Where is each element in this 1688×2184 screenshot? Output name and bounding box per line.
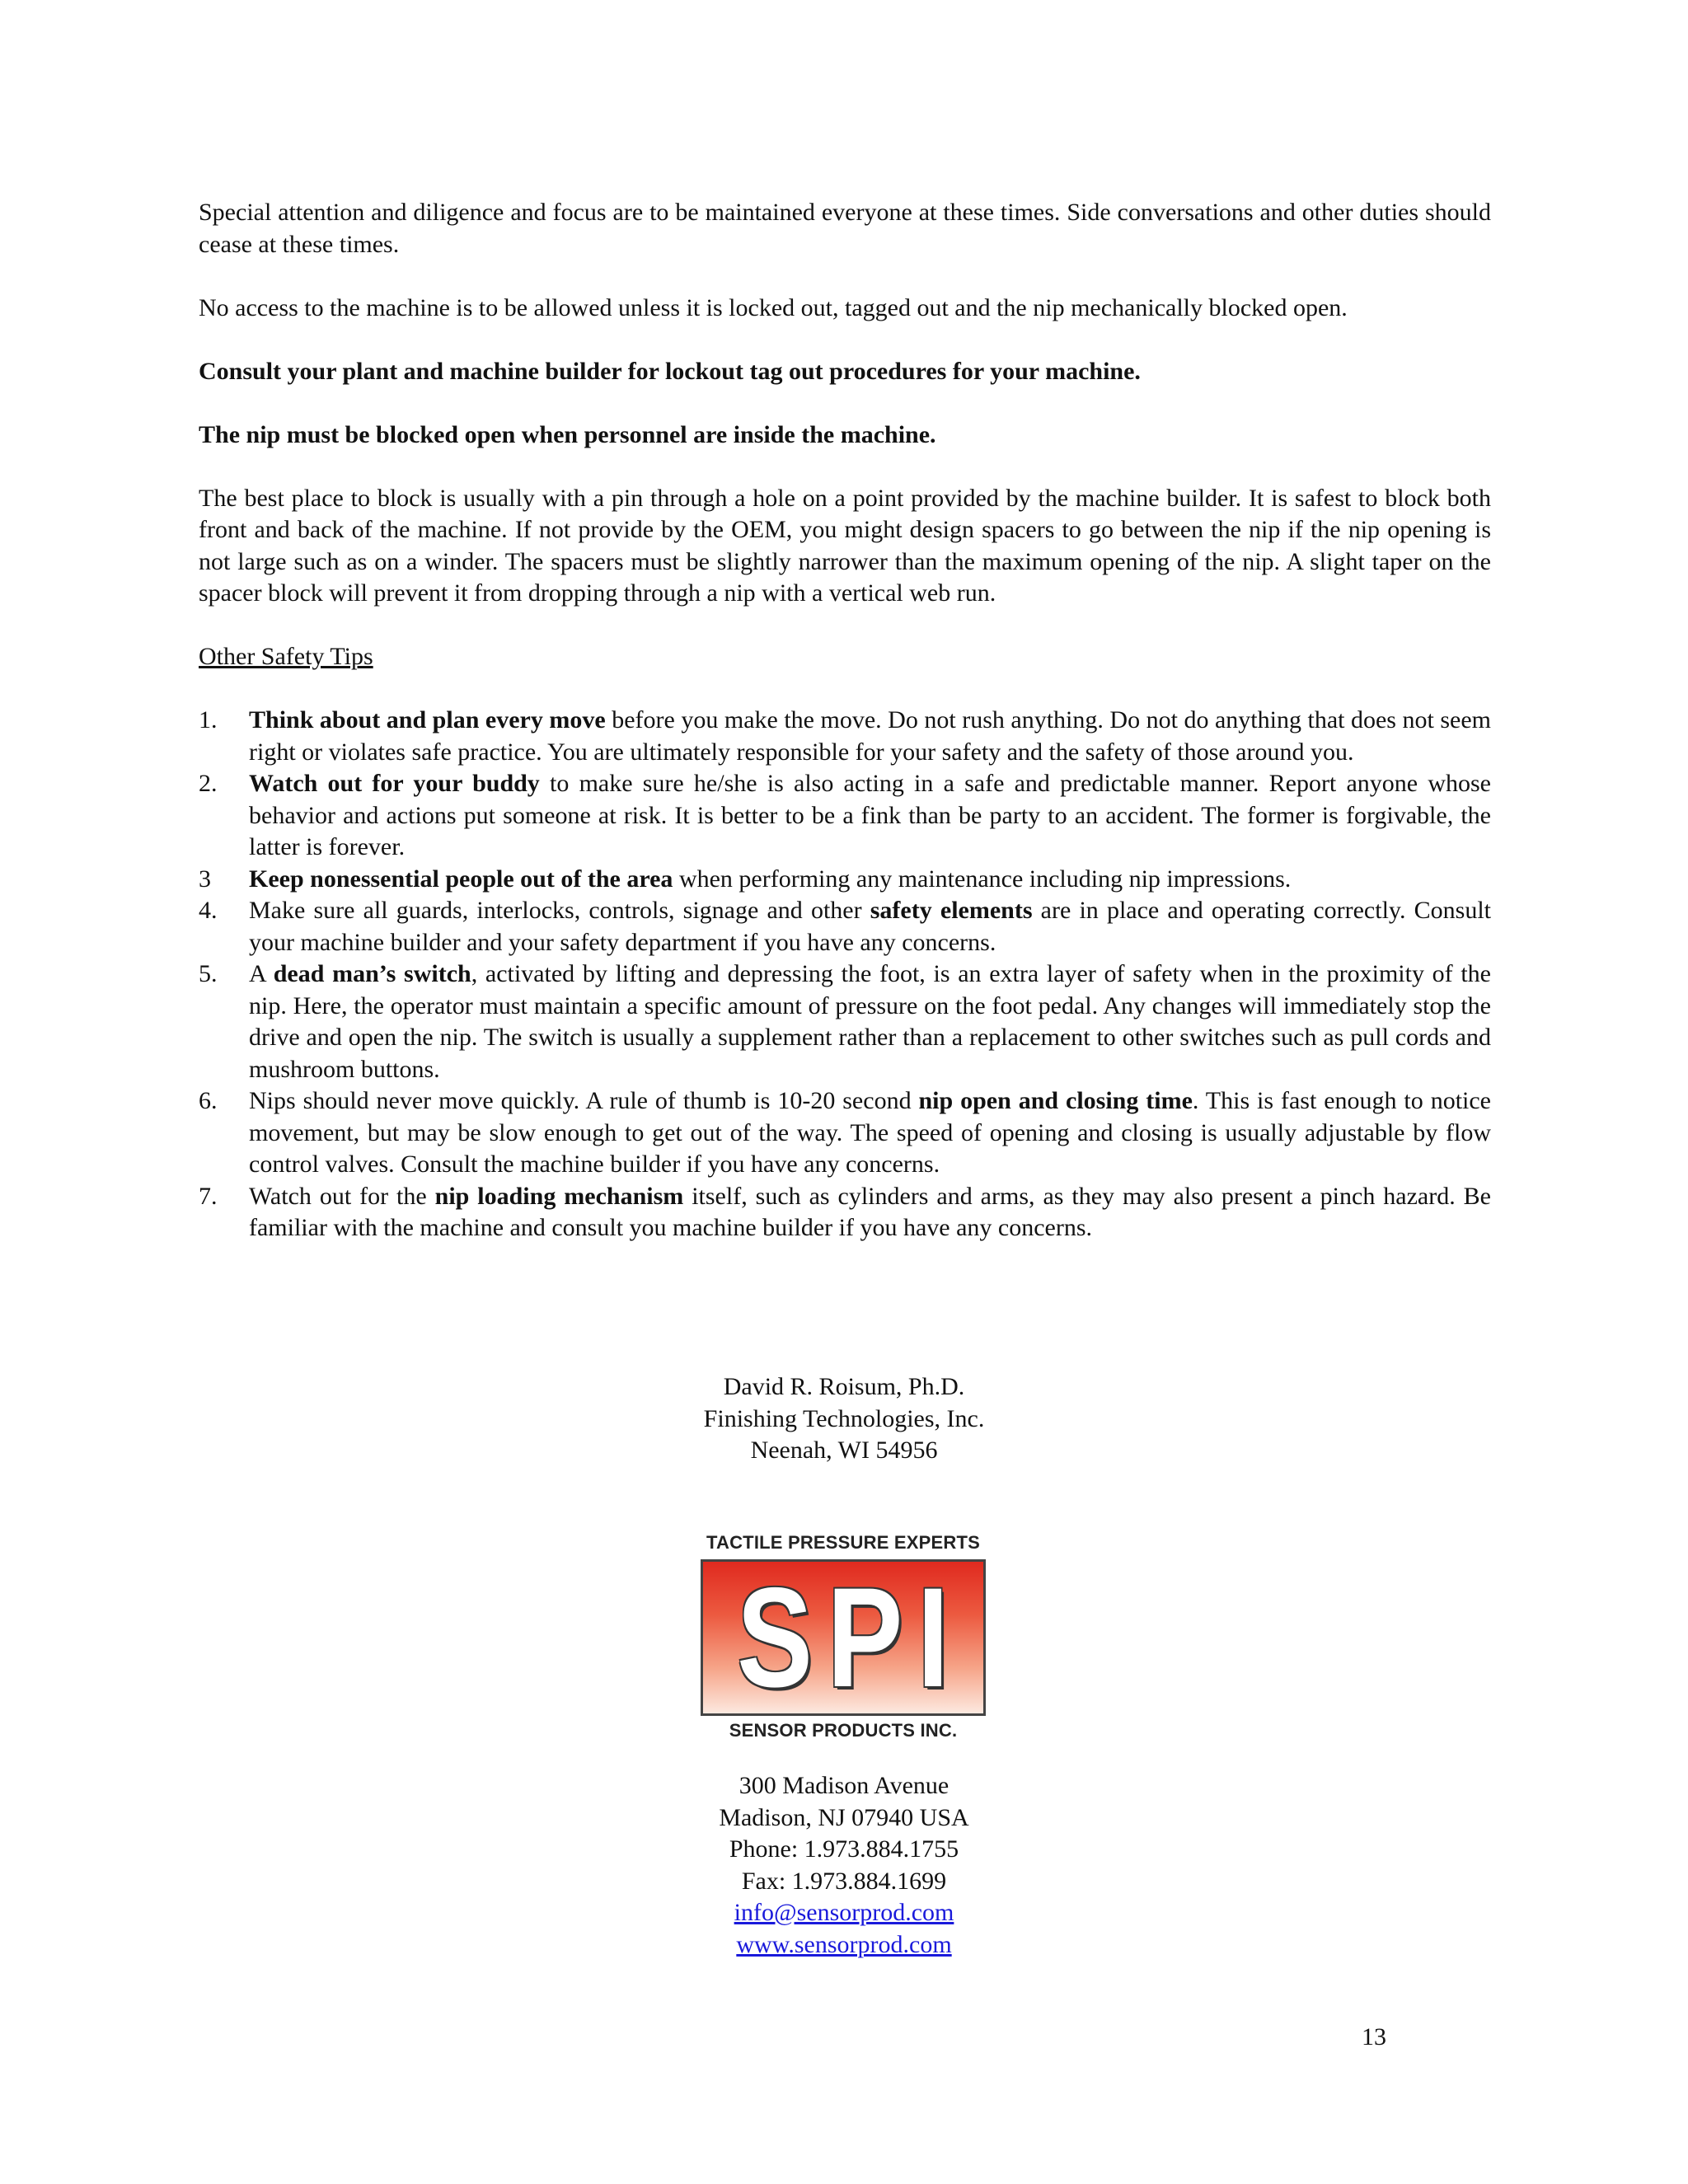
safety-tips-heading: Other Safety Tips: [199, 643, 373, 670]
section-heading: [199, 641, 1491, 673]
intro-paragraph-2: No access to the machine is to be allowed unless it is locked out, tagged out and the nip mechanically blocked open.: [199, 293, 1348, 321]
logo-letters: SPI: [737, 1558, 964, 1717]
logo-tagline: TACTILE PRESSURE EXPERTS: [706, 1532, 980, 1553]
contact-block: [0, 1770, 1688, 1961]
intro-paragraph-1: Special attention and diligence and focus are to be maintained everyone at these times. Side conversations and other duties should cease at these times.: [199, 199, 1491, 258]
list-item-emphasis: safety elements: [870, 897, 1033, 924]
list-item-number: 1.: [199, 706, 218, 733]
list-item-text: before you make the move. Do not rush anything. Do not do anything that does not seem right or violates safe practice. You are ultimately responsible for your safety and the safety of those around you.: [249, 706, 1491, 766]
contact-fax: Fax: 1.973.884.1699: [741, 1867, 947, 1895]
blocking-paragraph: The best place to block is usually with a pin through a hole on a point provided by the machine builder. It is safest to block both front and back of the machine. If not provide by the OEM, you might design spacers to go between the nip if the nip opening is not large such as on a winder. The spacers must be slightly narrower than the maximum opening of the nip. A slight taper on the spacer block will prevent it from dropping through a nip with a vertical web run.: [199, 484, 1491, 607]
safety-tips-list: [199, 705, 1491, 1244]
list-item: [199, 864, 1491, 896]
contact-street: 300 Madison Avenue: [738, 1772, 950, 1799]
list-item-emphasis: dead man’s switch: [273, 960, 471, 987]
website-link[interactable]: www.sensorprod.com: [736, 1930, 952, 1958]
contact-phone: Phone: 1.973.884.1755: [729, 1835, 959, 1863]
list-item: [199, 705, 1491, 768]
list-item-emphasis: nip open and closing time: [918, 1087, 1193, 1114]
author-company: Finishing Technologies, Inc.: [703, 1404, 985, 1432]
list-item-number: 2.: [199, 770, 218, 797]
list-item: [199, 1181, 1491, 1244]
lockout-notice: Consult your plant and machine builder for lockout tag out procedures for your machine.: [199, 357, 1141, 385]
author-name: David R. Roisum, Ph.D.: [723, 1373, 965, 1400]
blocked-open-notice: The nip must be blocked open when personnel are inside the machine.: [199, 420, 936, 448]
page-number: 13: [1362, 2023, 1386, 2050]
logo-company-name: SENSOR PRODUCTS INC.: [729, 1720, 958, 1741]
logo-emblem: [701, 1559, 986, 1716]
list-item-lead: Watch out for the: [249, 1182, 435, 1210]
list-item-text: , activated by lifting and depressing the foot, is an extra layer of safety when in the proximity of the nip. Here, the operator must maintain a specific amount of pressure on the foot pedal. Any changes will immediately stop the drive and open the nip. The switch is usually a supplement rather than a replacement to other switches such as pull cords and mushroom buttons.: [249, 960, 1491, 1083]
list-item: [199, 895, 1491, 958]
list-item-number: 4.: [199, 897, 218, 924]
list-item-emphasis: Keep nonessential people out of the area: [249, 865, 673, 893]
list-item-text: to make sure he/she is also acting in a safe and predictable manner. Report anyone whose behavior and actions put someone at risk. It is better to be a fink than be party to an accident. The former is forgivable, the latter is forever.: [249, 770, 1491, 860]
list-item-number: 7.: [199, 1182, 218, 1210]
list-item-number: 3: [199, 865, 211, 893]
list-item-lead: Nips should never move quickly. A rule of thumb is 10-20 second: [249, 1087, 919, 1114]
author-signature-block: [0, 1371, 1688, 1467]
email-link[interactable]: info@sensorprod.com: [734, 1899, 954, 1926]
list-item-number: 6.: [199, 1087, 218, 1114]
list-item: [199, 1085, 1491, 1181]
list-item-emphasis: Think about and plan every move: [249, 706, 606, 733]
list-item-lead: A: [249, 960, 274, 987]
list-item-lead: Make sure all guards, interlocks, controls, signage and other: [249, 897, 870, 924]
list-item: [199, 768, 1491, 864]
list-item: [199, 958, 1491, 1085]
list-item-emphasis: nip loading mechanism: [434, 1182, 684, 1210]
spi-logo: [698, 1531, 988, 1742]
list-item-text: are in place and operating correctly. Consult your machine builder and your safety department if you have any concerns.: [249, 897, 1491, 956]
author-location: Neenah, WI 54956: [750, 1436, 938, 1464]
body-text: [199, 197, 1491, 1244]
contact-city: Madison, NJ 07940 USA: [719, 1803, 969, 1831]
list-item-text: itself, such as cylinders and arms, as they may also present a pinch hazard. Be familiar with the machine and consult you machine builder if you have any concerns.: [249, 1182, 1491, 1241]
list-item-text: when performing any maintenance including nip impressions.: [673, 865, 1292, 893]
list-item-number: 5.: [199, 960, 218, 987]
list-item-emphasis: Watch out for your buddy: [249, 770, 540, 797]
list-item-text: . This is fast enough to notice movement, but may be slow enough to get out of the way. The speed of opening and closing is usually adjustable by flow control valves. Consult the machine builder if you have any concerns.: [249, 1087, 1491, 1178]
